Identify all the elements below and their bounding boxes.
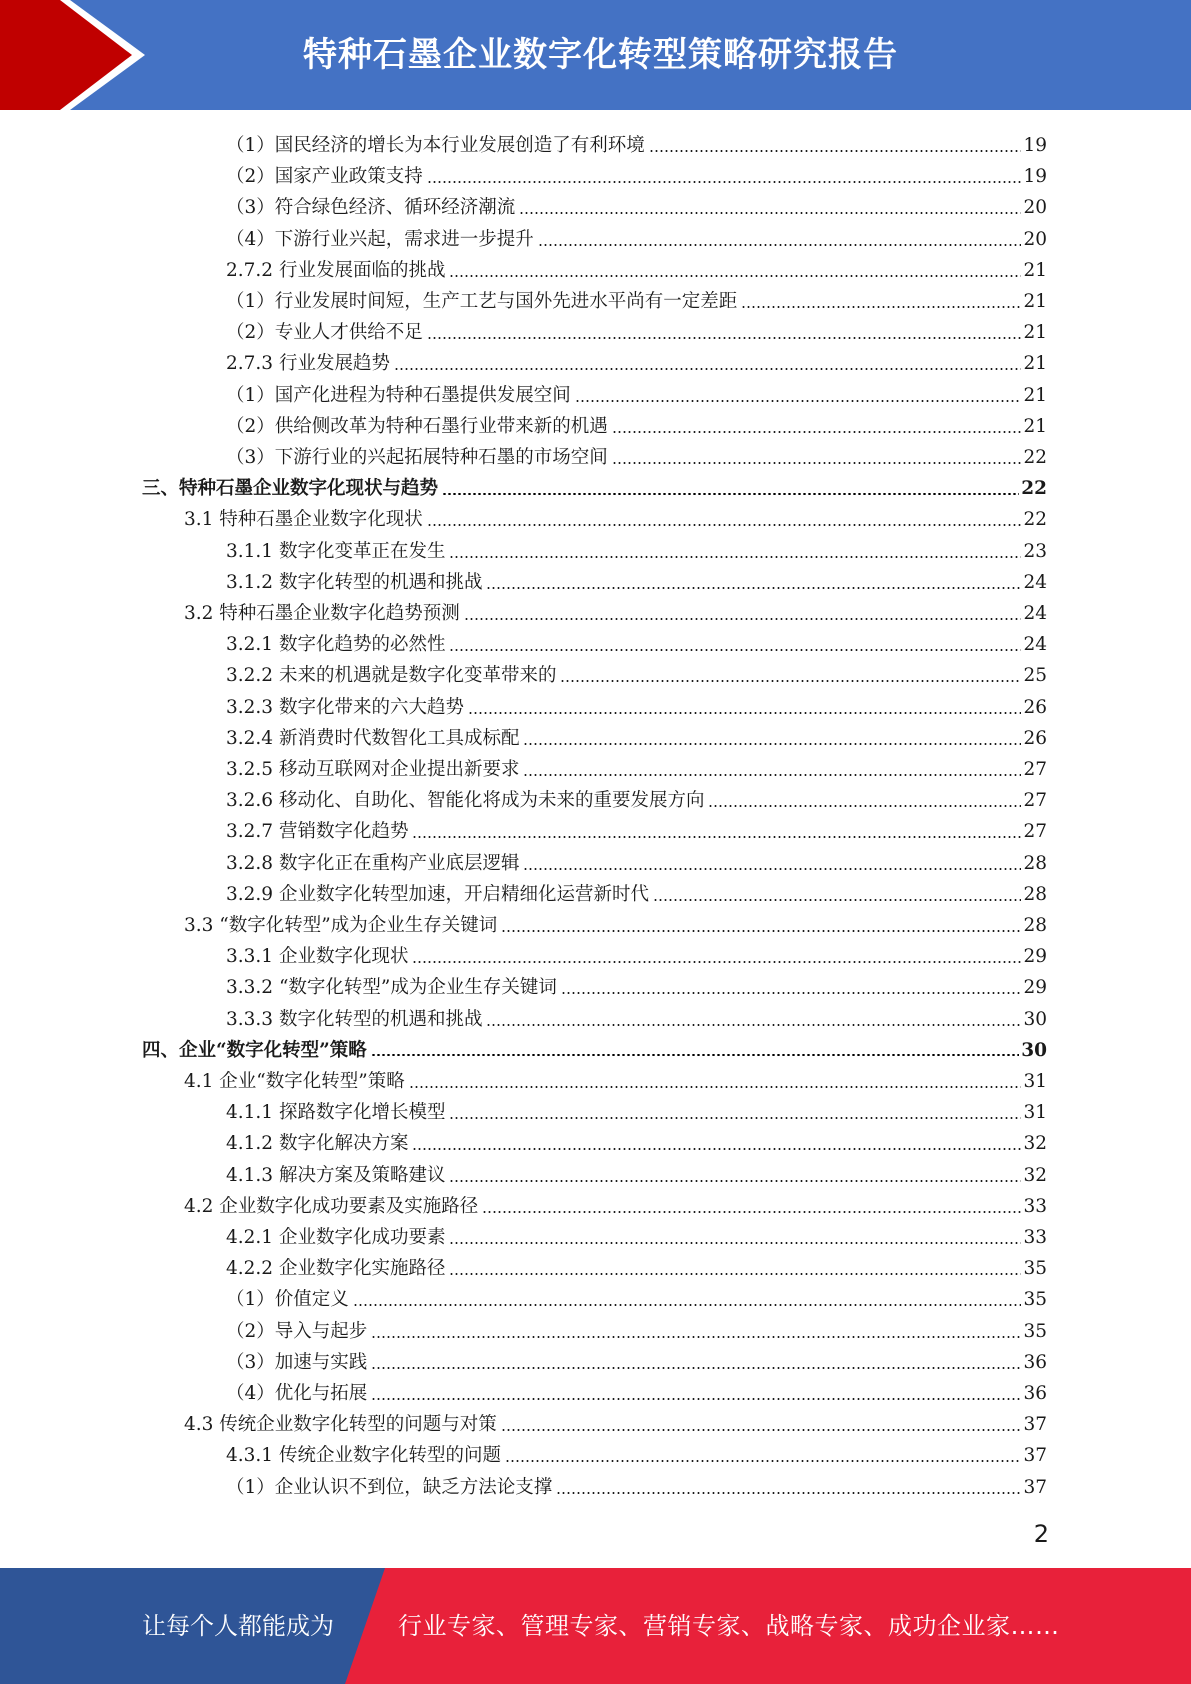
toc-dot-leader xyxy=(649,150,1022,152)
toc-entry[interactable] xyxy=(226,969,1047,1000)
toc-dot-leader xyxy=(409,1086,1022,1088)
toc-entry-title: 3.2.9 企业数字化转型加速，开启精细化运营新时代 xyxy=(226,883,649,905)
footer-slogan-right: 行业专家、管理专家、营销专家、战略专家、成功企业家…… xyxy=(398,1612,1060,1640)
toc-dot-leader xyxy=(538,244,1022,246)
toc-entry-title: 3.3.2 “数字化转型”成为企业生存关键词 xyxy=(226,977,557,999)
toc-entry-title: 3.3.3 数字化转型的机遇和挑战 xyxy=(226,1008,483,1030)
toc-entry-title: （1）国民经济的增长为本行业发展创造了有利环境 xyxy=(226,135,645,156)
toc-entry[interactable] xyxy=(226,1281,1047,1312)
toc-entry-page: 28 xyxy=(1023,883,1047,905)
toc-chapter-entry[interactable] xyxy=(142,470,1047,501)
toc-dot-leader xyxy=(449,1273,1021,1275)
toc-entry[interactable] xyxy=(226,127,1047,158)
toc-dot-leader xyxy=(505,1460,1021,1462)
toc-entry-page: 21 xyxy=(1023,291,1047,312)
toc-entry-title: 3.1 特种石墨企业数字化现状 xyxy=(184,509,423,531)
toc-entry-page: 28 xyxy=(1023,852,1047,874)
toc-entry-title: 4.2.2 企业数字化实施路径 xyxy=(226,1258,446,1280)
toc-entry[interactable] xyxy=(226,1375,1047,1406)
toc-entry[interactable] xyxy=(226,657,1047,688)
toc-entry-title: 4.3 传统企业数字化转型的问题与对策 xyxy=(184,1414,497,1436)
toc-entry[interactable] xyxy=(226,533,1047,564)
toc-dot-leader xyxy=(523,743,1021,745)
toc-entry-page: 27 xyxy=(1023,821,1047,843)
toc-entry[interactable] xyxy=(226,845,1047,876)
toc-entry-page: 22 xyxy=(1023,509,1047,531)
toc-entry-title: 3.2.4 新消费时代数智化工具成标配 xyxy=(226,727,520,749)
toc-entry-title: 3.3 “数字化转型”成为企业生存关键词 xyxy=(184,915,498,936)
toc-entry[interactable] xyxy=(184,907,1047,938)
toc-entry[interactable] xyxy=(226,876,1047,907)
toc-entry-title: （2）专业人才供给不足 xyxy=(226,322,423,344)
toc-entry-page: 30 xyxy=(1023,1008,1047,1030)
toc-entry-title: 2.7.2 行业发展面临的挑战 xyxy=(226,259,446,281)
toc-entry-page: 22 xyxy=(1021,478,1047,500)
toc-dot-leader xyxy=(741,306,1021,308)
toc-entry[interactable] xyxy=(226,1125,1047,1156)
toc-entry-title: 4.1.2 数字化解决方案 xyxy=(226,1133,409,1155)
toc-entry-title: （2）导入与起步 xyxy=(226,1320,368,1342)
toc-entry[interactable] xyxy=(226,1157,1047,1188)
toc-entry[interactable] xyxy=(226,314,1047,345)
toc-entry[interactable] xyxy=(226,283,1047,314)
toc-dot-leader xyxy=(412,961,1021,963)
toc-dot-leader xyxy=(427,181,1022,183)
toc-entry[interactable] xyxy=(226,938,1047,969)
toc-entry-page: 20 xyxy=(1023,197,1047,219)
toc-dot-leader xyxy=(561,992,1022,994)
toc-entry[interactable] xyxy=(226,782,1047,813)
toc-entry-page: 26 xyxy=(1023,727,1047,749)
toc-entry-title: 3.1.2 数字化转型的机遇和挑战 xyxy=(226,571,483,593)
toc-entry[interactable] xyxy=(226,252,1047,283)
toc-entry[interactable] xyxy=(226,626,1047,657)
toc-chapter-entry[interactable] xyxy=(142,1032,1047,1063)
toc-entry-page: 22 xyxy=(1023,447,1047,468)
toc-entry-title: 3.2.1 数字化趋势的必然性 xyxy=(226,634,446,656)
toc-entry-title: 3.2 特种石墨企业数字化趋势预测 xyxy=(184,603,460,624)
toc-entry-title: （1）国产化进程为特种石墨提供发展空间 xyxy=(226,384,571,406)
toc-entry-page: 35 xyxy=(1023,1320,1047,1342)
toc-entry-page: 36 xyxy=(1023,1383,1047,1404)
toc-entry[interactable] xyxy=(226,1437,1047,1468)
toc-dot-leader xyxy=(708,805,1021,807)
toc-dot-leader xyxy=(653,899,1021,901)
toc-entry-page: 37 xyxy=(1023,1445,1047,1467)
toc-dot-leader xyxy=(412,836,1021,838)
report-title: 特种石墨企业数字化转型策略研究报告 xyxy=(303,35,898,75)
toc-entry-page: 21 xyxy=(1023,353,1047,375)
footer-slogan-left: 让每个人都能成为 xyxy=(142,1612,334,1640)
toc-entry-page: 37 xyxy=(1023,1414,1047,1436)
toc-dot-leader xyxy=(501,930,1021,932)
toc-entry-title: 2.7.3 行业发展趋势 xyxy=(226,353,390,375)
toc-entry-title: 3.1.1 数字化变革正在发生 xyxy=(226,540,446,562)
toc-entry[interactable] xyxy=(226,564,1047,595)
toc-entry-title: 3.2.5 移动互联网对企业提出新要求 xyxy=(226,759,520,780)
toc-dot-leader xyxy=(464,618,1022,620)
toc-entry-title: 3.2.2 未来的机遇就是数字化变革带来的 xyxy=(226,665,557,687)
toc-entry-page: 21 xyxy=(1023,384,1047,406)
toc-entry-title: （1）企业认识不到位，缺乏方法论支撑 xyxy=(226,1476,553,1498)
toc-entry[interactable] xyxy=(184,501,1047,532)
toc-entry-page: 30 xyxy=(1021,1039,1047,1061)
toc-entry-title: 3.2.6 移动化、自助化、智能化将成为未来的重要发展方向 xyxy=(226,790,705,812)
toc-dot-leader xyxy=(486,587,1021,589)
toc-entry-title: （3）符合绿色经济、循环经济潮流 xyxy=(226,197,516,219)
toc-dot-leader xyxy=(449,1180,1021,1182)
toc-entry-page: 32 xyxy=(1023,1164,1047,1186)
toc-entry-title: 4.1.1 探路数字化增长模型 xyxy=(226,1102,446,1124)
toc-dot-leader xyxy=(486,1024,1021,1026)
toc-entry-page: 19 xyxy=(1023,135,1047,156)
toc-entry-page: 27 xyxy=(1023,790,1047,812)
toc-entry-title: 4.1.3 解决方案及策略建议 xyxy=(226,1164,446,1186)
toc-dot-leader xyxy=(449,556,1021,558)
page-header xyxy=(0,0,1191,110)
toc-entry-page: 24 xyxy=(1023,571,1047,593)
toc-dot-leader xyxy=(449,1117,1021,1119)
toc-entry[interactable] xyxy=(226,720,1047,751)
toc-entry[interactable] xyxy=(226,189,1047,220)
toc-entry-page: 33 xyxy=(1023,1195,1047,1217)
toc-entry-title: 三、特种石墨企业数字化现状与趋势 xyxy=(142,478,439,500)
toc-entry[interactable] xyxy=(226,345,1047,376)
toc-dot-leader xyxy=(575,400,1022,402)
toc-entry[interactable] xyxy=(184,1188,1047,1219)
toc-entry[interactable] xyxy=(184,1063,1047,1094)
toc-entry-page: 32 xyxy=(1023,1133,1047,1155)
toc-dot-leader xyxy=(612,462,1022,464)
toc-entry[interactable] xyxy=(226,221,1047,252)
toc-entry-title: 4.3.1 传统企业数字化转型的问题 xyxy=(226,1445,501,1467)
toc-dot-leader xyxy=(427,524,1022,526)
toc-entry-title: （4）下游行业兴起，需求进一步提升 xyxy=(226,228,534,250)
toc-entry[interactable] xyxy=(184,1406,1047,1437)
toc-dot-leader xyxy=(442,492,1019,495)
toc-entry-title: 四、企业“数字化转型”策略 xyxy=(142,1039,367,1061)
toc-entry[interactable] xyxy=(226,158,1047,189)
toc-dot-leader xyxy=(353,1304,1022,1306)
toc-dot-leader xyxy=(371,1367,1021,1369)
toc-entry-page: 19 xyxy=(1023,166,1047,188)
toc-dot-leader xyxy=(371,1054,1019,1057)
toc-entry-title: 3.2.3 数字化带来的六大趋势 xyxy=(226,696,464,718)
toc-dot-leader xyxy=(449,275,1021,277)
toc-entry-title: 3.3.1 企业数字化现状 xyxy=(226,946,409,968)
toc-dot-leader xyxy=(523,868,1021,870)
toc-entry-page: 33 xyxy=(1023,1227,1047,1248)
toc-dot-leader xyxy=(371,1398,1021,1400)
toc-entry-title: （3）下游行业的兴起拓展特种石墨的市场空间 xyxy=(226,447,608,468)
toc-entry[interactable] xyxy=(226,1094,1047,1125)
toc-entry[interactable] xyxy=(226,1001,1047,1032)
toc-entry-page: 27 xyxy=(1023,759,1047,780)
toc-dot-leader xyxy=(449,1242,1021,1244)
toc-entry-title: （3）加速与实践 xyxy=(226,1351,368,1373)
toc-entry-page: 25 xyxy=(1023,665,1047,687)
toc-entry-page: 35 xyxy=(1023,1258,1047,1280)
toc-entry[interactable] xyxy=(184,595,1047,626)
toc-entry-page: 21 xyxy=(1023,259,1047,281)
toc-entry[interactable] xyxy=(226,408,1047,439)
toc-entry-page: 21 xyxy=(1023,322,1047,344)
page-number: 2 xyxy=(1033,1520,1049,1548)
toc-entry-title: （4）优化与拓展 xyxy=(226,1383,368,1404)
toc-dot-leader xyxy=(394,368,1021,370)
toc-entry-page: 31 xyxy=(1023,1102,1047,1124)
toc-entry-title: （2）供给侧改革为特种石墨行业带来新的机遇 xyxy=(226,415,608,437)
toc-entry-title: 3.2.7 营销数字化趋势 xyxy=(226,821,409,843)
toc-entry[interactable] xyxy=(226,1344,1047,1375)
toc-entry-page: 20 xyxy=(1023,228,1047,250)
toc-entry[interactable] xyxy=(226,751,1047,782)
toc-entry-page: 37 xyxy=(1023,1476,1047,1498)
toc-entry-title: （1）价值定义 xyxy=(226,1289,349,1311)
toc-dot-leader xyxy=(612,431,1022,433)
toc-entry-page: 29 xyxy=(1023,946,1047,968)
toc-entry-title: （1）行业发展时间短，生产工艺与国外先进水平尚有一定差距 xyxy=(226,291,738,312)
toc-dot-leader xyxy=(523,774,1021,776)
toc-dot-leader xyxy=(519,212,1021,214)
toc-dot-leader xyxy=(556,1492,1021,1494)
toc-entry-page: 31 xyxy=(1023,1071,1047,1092)
toc-entry[interactable] xyxy=(226,439,1047,470)
toc-dot-leader xyxy=(501,1429,1022,1431)
toc-entry-title: 4.2 企业数字化成功要素及实施路径 xyxy=(184,1195,479,1217)
toc-entry-title: 3.2.8 数字化正在重构产业底层逻辑 xyxy=(226,852,520,874)
toc-entry[interactable] xyxy=(226,1469,1047,1500)
toc-entry-title: 4.2.1 企业数字化成功要素 xyxy=(226,1227,446,1248)
toc-dot-leader xyxy=(468,712,1021,714)
toc-dot-leader xyxy=(371,1336,1021,1338)
toc-entry[interactable] xyxy=(226,377,1047,408)
toc-entry-page: 36 xyxy=(1023,1351,1047,1373)
toc-dot-leader xyxy=(412,1148,1021,1150)
toc-entry-page: 24 xyxy=(1023,603,1047,624)
toc-entry[interactable] xyxy=(226,813,1047,844)
toc-entry[interactable] xyxy=(226,689,1047,720)
toc-entry[interactable] xyxy=(226,1250,1047,1281)
toc-dot-leader xyxy=(427,337,1022,339)
toc-entry[interactable] xyxy=(226,1313,1047,1344)
toc-dot-leader xyxy=(482,1211,1021,1213)
toc-dot-leader xyxy=(560,680,1021,682)
toc-entry-page: 35 xyxy=(1023,1289,1047,1311)
toc-entry-title: 4.1 企业“数字化转型”策略 xyxy=(184,1071,405,1092)
toc-entry-page: 29 xyxy=(1023,977,1047,999)
toc-entry[interactable] xyxy=(226,1219,1047,1250)
toc-dot-leader xyxy=(449,649,1021,651)
toc-entry-page: 21 xyxy=(1023,415,1047,437)
toc-entry-page: 23 xyxy=(1023,540,1047,562)
toc-entry-title: （2）国家产业政策支持 xyxy=(226,166,423,188)
toc-entry-page: 26 xyxy=(1023,696,1047,718)
toc-entry-page: 28 xyxy=(1023,915,1047,936)
page-footer xyxy=(0,1568,1191,1684)
toc-entry-page: 24 xyxy=(1023,634,1047,656)
